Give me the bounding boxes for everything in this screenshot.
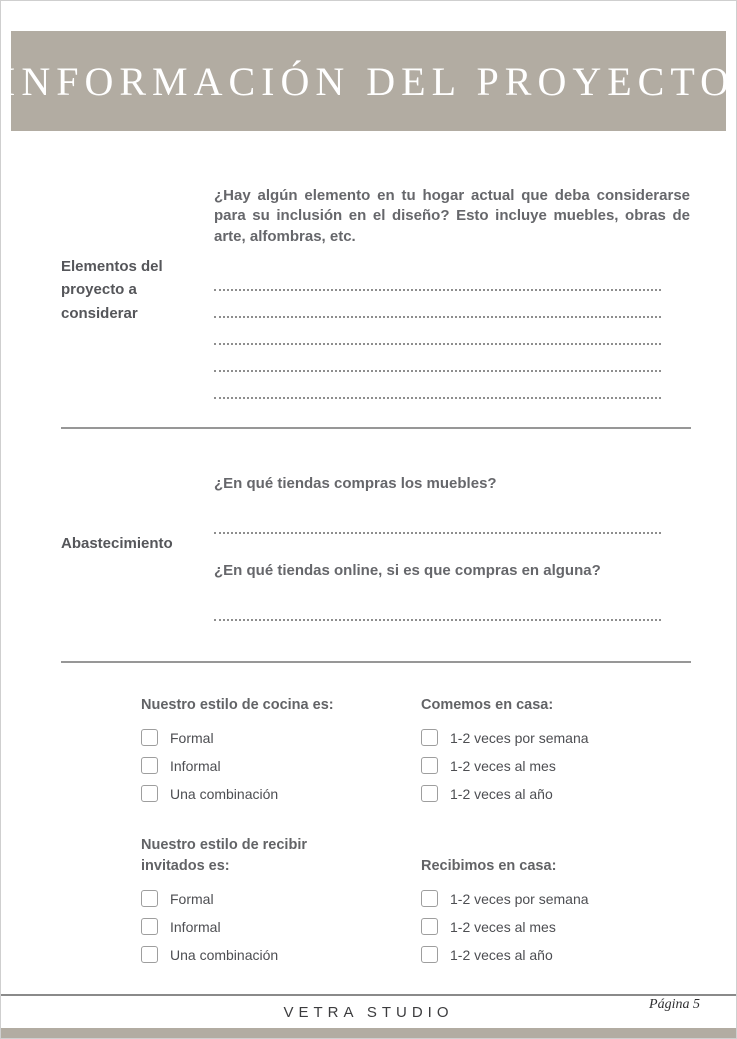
checkbox-option — [141, 946, 421, 963]
checkbox-label: Una combinación — [170, 785, 279, 802]
checkbox-option — [421, 785, 691, 802]
checkbox[interactable] — [421, 918, 438, 935]
section-divider — [61, 427, 691, 429]
section-label-project-elements: Elementos del proyecto a considerar — [61, 258, 163, 322]
answer-lines-stores — [214, 507, 691, 534]
checkbox[interactable] — [141, 757, 158, 774]
checkbox-option — [141, 757, 421, 774]
checkbox[interactable] — [141, 946, 158, 963]
checkgroup-title: Comemos en casa: — [421, 697, 554, 714]
section-lifestyle — [141, 695, 691, 974]
checkbox-label: Informal — [170, 918, 221, 935]
checkbox[interactable] — [141, 918, 158, 935]
checkbox[interactable] — [421, 785, 438, 802]
checkbox-label: Informal — [170, 757, 221, 774]
answer-line[interactable] — [214, 318, 661, 345]
section-label-sourcing: Abastecimiento — [61, 534, 173, 552]
checkbox[interactable] — [421, 757, 438, 774]
checkgroup-title: Nuestro estilo de cocina es: — [141, 697, 334, 714]
checkbox-label: 1-2 veces al año — [450, 946, 553, 963]
question-online-stores: ¿En qué tiendas online, si es que compras en alguna? — [214, 562, 601, 579]
checkgroup-hosting-style — [141, 835, 421, 974]
checkbox-option — [141, 729, 421, 746]
checkbox-option — [141, 890, 421, 907]
checkbox-label: 1-2 veces al mes — [450, 757, 556, 774]
project-elements-body — [214, 186, 691, 399]
page-title: INFORMACIÓN DEL PROYECTO — [2, 58, 735, 104]
checkbox[interactable] — [421, 729, 438, 746]
checkbox-option — [141, 785, 421, 802]
checkbox-option — [421, 918, 691, 935]
answer-line[interactable] — [214, 507, 661, 534]
section-sourcing — [61, 474, 691, 622]
checkgroup-title: Recibimos en casa: — [421, 858, 557, 875]
answer-line[interactable] — [214, 291, 661, 318]
checkbox-option — [421, 946, 691, 963]
checkbox-label: Formal — [170, 729, 214, 746]
checkbox[interactable] — [421, 890, 438, 907]
checkbox-option — [421, 729, 691, 746]
checkbox[interactable] — [141, 785, 158, 802]
section-project-elements — [61, 186, 691, 399]
checkbox-label: 1-2 veces por semana — [450, 890, 589, 907]
checkbox-option — [421, 890, 691, 907]
answer-line[interactable] — [214, 345, 661, 372]
answer-line[interactable] — [214, 594, 661, 621]
checkgroup-title: Nuestro estilo de recibir invitados es: — [141, 837, 307, 875]
brand-name: VETRA STUDIO — [283, 1003, 454, 1021]
section-divider — [61, 661, 691, 663]
answer-lines-online — [214, 594, 691, 621]
answer-line[interactable] — [214, 264, 661, 291]
page-footer — [1, 994, 736, 1028]
checkbox-label: 1-2 veces al mes — [450, 918, 556, 935]
checkbox-label: Una combinación — [170, 946, 279, 963]
page-content — [1, 186, 736, 974]
checkbox-option — [141, 918, 421, 935]
page-number: Página 5 — [649, 997, 700, 1012]
checkbox-label: 1-2 veces por semana — [450, 729, 589, 746]
checkgroup-eat-at-home — [421, 695, 691, 813]
checkbox-label: Formal — [170, 890, 214, 907]
checkbox[interactable] — [141, 890, 158, 907]
checkbox[interactable] — [421, 946, 438, 963]
question-project-elements: ¿Hay algún elemento en tu hogar actual que deba considerarse para su inclusión en el diseño? Esto incluye muebles, obras de arte, alfombras, etc. — [214, 187, 690, 245]
question-stores: ¿En qué tiendas compras los muebles? — [214, 474, 497, 492]
answer-lines-project-elements — [214, 264, 691, 399]
sourcing-body — [214, 474, 691, 622]
checkgroup-host-at-home — [421, 835, 691, 974]
checkgroup-cooking-style — [141, 695, 421, 813]
checkbox-label: 1-2 veces al año — [450, 785, 553, 802]
checkbox[interactable] — [141, 729, 158, 746]
checkbox-option — [421, 757, 691, 774]
footer-accent-strip — [1, 1028, 736, 1038]
answer-line[interactable] — [214, 372, 661, 399]
page-header-banner — [2, 31, 735, 131]
